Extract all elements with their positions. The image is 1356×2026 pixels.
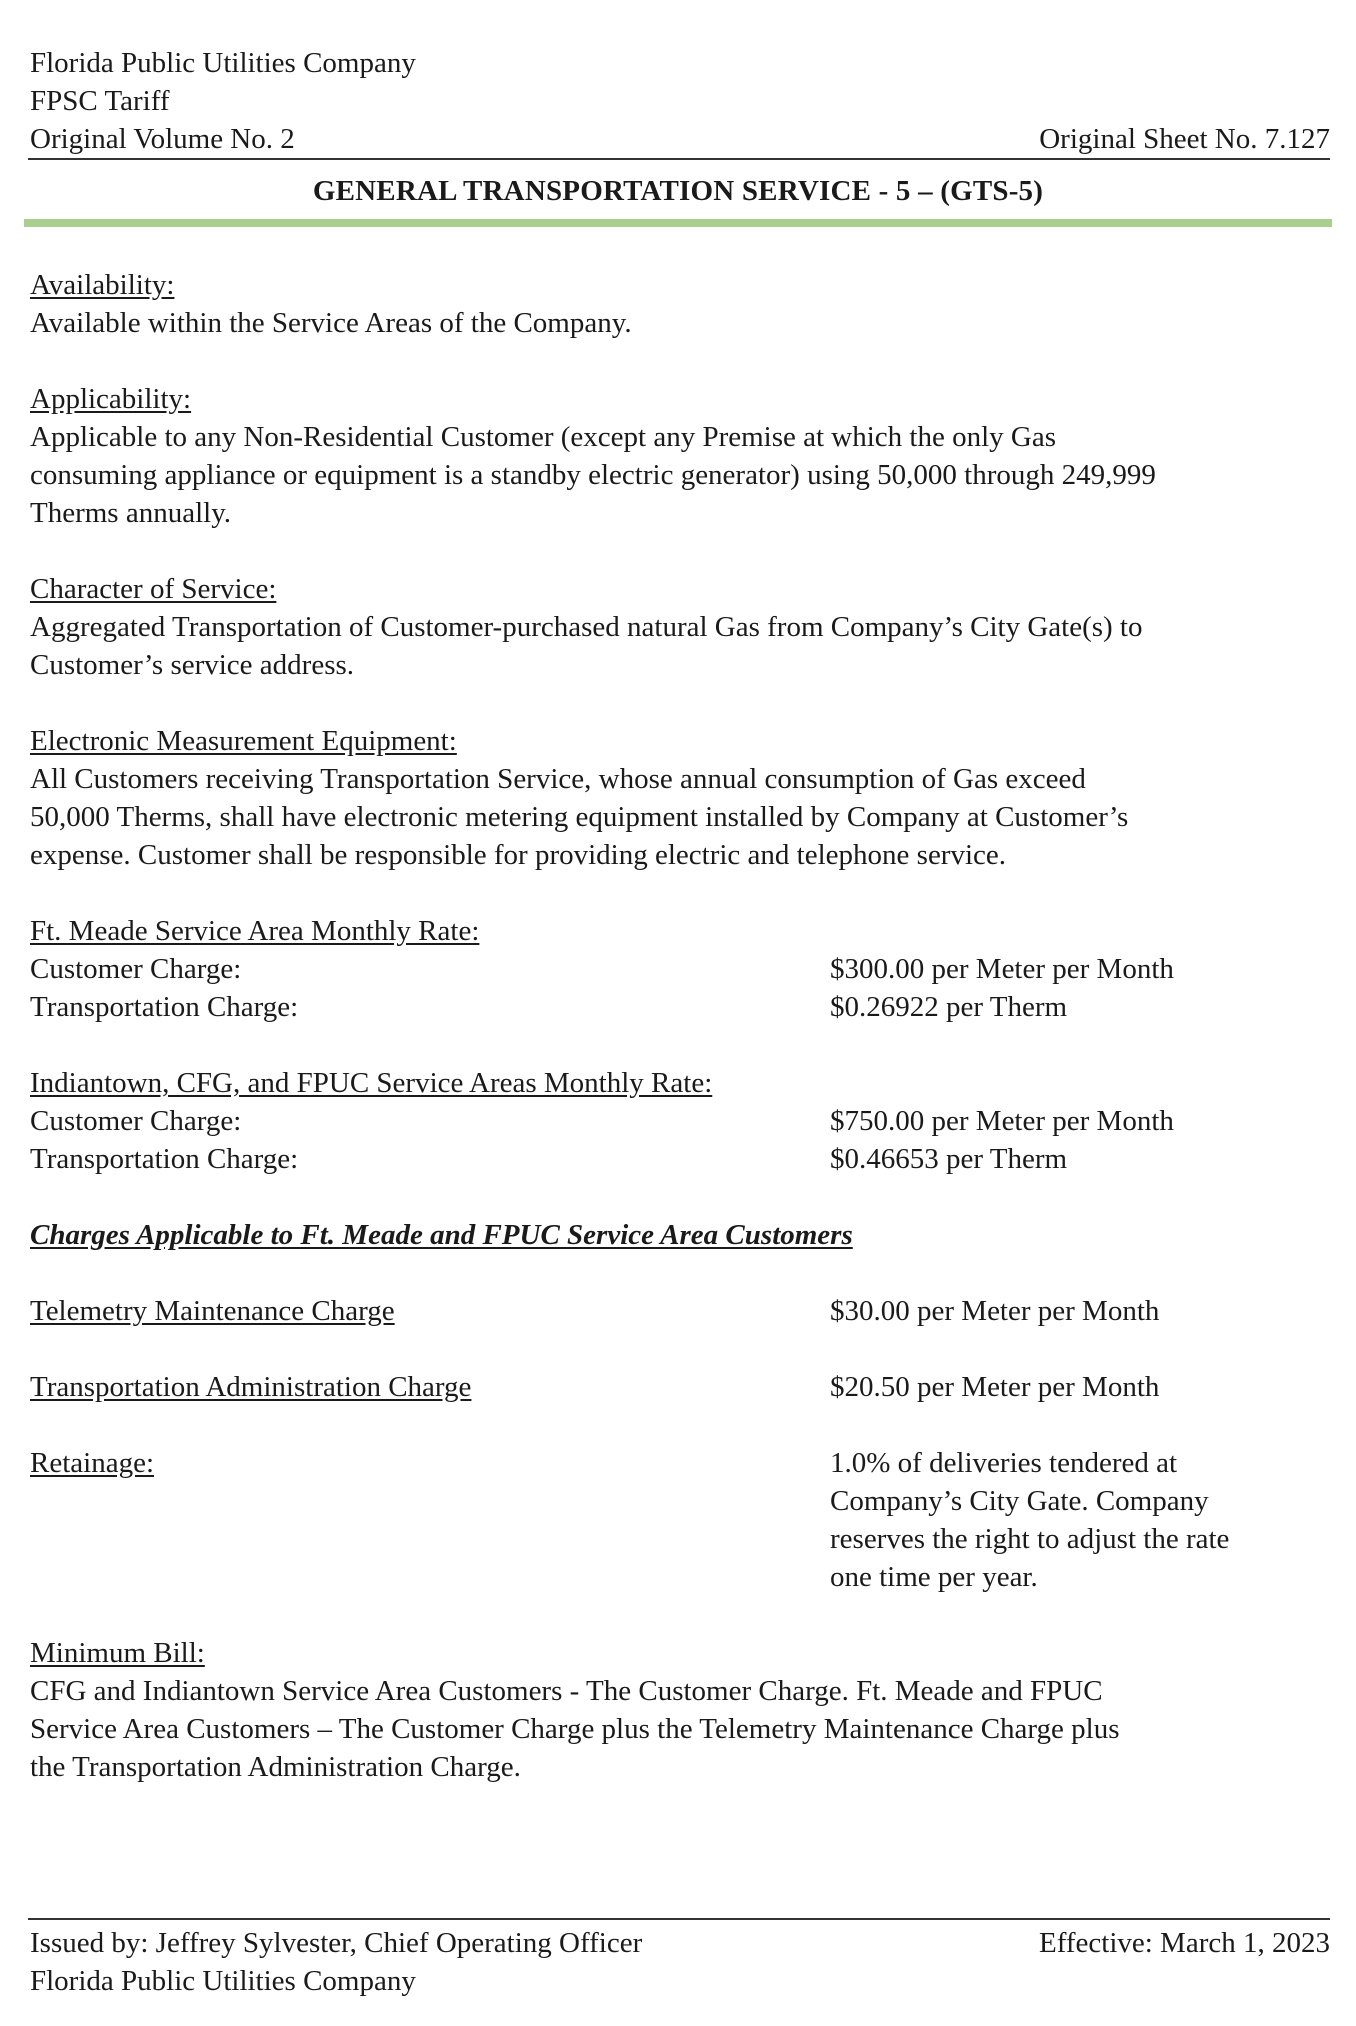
indiantown-transport-charge-row — [30, 1140, 1330, 1178]
indiantown-heading-block — [30, 1064, 1330, 1102]
minimum-bill-line: the Transportation Administration Charge. — [30, 1751, 521, 1783]
telemetry-value: $30.00 per Meter per Month — [830, 1295, 1160, 1327]
measurement-section — [30, 722, 1330, 874]
ftmeade-heading-block — [30, 912, 1330, 950]
minimum-bill-line: Service Area Customers – The Customer Charge plus the Telemetry Maintenance Charge plus — [30, 1713, 1120, 1745]
footer-issued-by: Issued by: Jeffrey Sylvester, Chief Operating Officer — [30, 1927, 643, 1959]
indiantown-transport-label: Transportation Charge: — [30, 1143, 299, 1175]
availability-heading: Availability: — [30, 269, 175, 301]
ftmeade-customer-label: Customer Charge: — [30, 953, 242, 985]
footer-effective-date: Effective: March 1, 2023 — [1039, 1927, 1330, 1959]
indiantown-customer-label: Customer Charge: — [30, 1105, 242, 1137]
ftmeade-transport-label: Transportation Charge: — [30, 991, 299, 1023]
ftmeade-transport-value: $0.26922 per Therm — [830, 991, 1068, 1023]
applicability-line: Applicable to any Non-Residential Customer (except any Premise at which the only Gas — [30, 421, 1057, 453]
applicability-line: Therms annually. — [30, 497, 232, 529]
character-line: Customer’s service address. — [30, 649, 355, 681]
retainage-line: one time per year. — [830, 1561, 1038, 1593]
footer-company: Florida Public Utilities Company — [30, 1965, 416, 1997]
applicability-section — [30, 380, 1330, 532]
minimum-bill-line: CFG and Indiantown Service Area Customers - The Customer Charge. Ft. Meade and FPUC — [30, 1675, 1103, 1707]
measurement-line: All Customers receiving Transportation Service, whose annual consumption of Gas exceed — [30, 763, 1086, 795]
applicability-heading: Applicability: — [30, 383, 192, 415]
telemetry-label: Telemetry Maintenance Charge — [30, 1295, 395, 1327]
telemetry-row — [30, 1292, 1330, 1330]
admin-label: Transportation Administration Charge — [30, 1371, 472, 1403]
character-section — [30, 570, 1330, 684]
measurement-heading: Electronic Measurement Equipment: — [30, 725, 457, 757]
ftmeade-heading: Ft. Meade Service Area Monthly Rate: — [30, 915, 480, 947]
ftmeade-transport-charge-row — [30, 988, 1330, 1026]
retainage-value — [830, 1444, 1310, 1596]
availability-text: Available within the Service Areas of the Company. — [30, 307, 632, 339]
indiantown-customer-value: $750.00 per Meter per Month — [830, 1105, 1174, 1137]
admin-value: $20.50 per Meter per Month — [830, 1371, 1160, 1403]
measurement-line: expense. Customer shall be responsible for providing electric and telephone service. — [30, 839, 1007, 871]
retainage-line: reserves the right to adjust the rate — [830, 1523, 1230, 1555]
ftmeade-customer-value: $300.00 per Meter per Month — [830, 953, 1174, 985]
charges-heading: Charges Applicable to Ft. Meade and FPUC Service Area Customers — [30, 1219, 853, 1251]
minimum-bill-heading: Minimum Bill: — [30, 1637, 205, 1669]
indiantown-transport-value: $0.46653 per Therm — [830, 1143, 1068, 1175]
measurement-line: 50,000 Therms, shall have electronic metering equipment installed by Company at Customer’s — [30, 801, 1129, 833]
minimum-bill-section — [30, 1634, 1330, 1786]
applicability-line: consuming appliance or equipment is a standby electric generator) using 50,000 through 249,999 — [30, 459, 1156, 491]
footer-divider — [28, 1918, 1330, 1920]
header-company: Florida Public Utilities Company — [30, 47, 416, 79]
retainage-label: Retainage: — [30, 1447, 155, 1479]
admin-row — [30, 1368, 1330, 1406]
charges-heading-block — [30, 1216, 1330, 1254]
header-volume: Original Volume No. 2 — [30, 123, 295, 155]
retainage-line: Company’s City Gate. Company — [830, 1485, 1209, 1517]
header-sheet-number: Original Sheet No. 7.127 — [1039, 123, 1330, 155]
title-green-rule — [24, 219, 1332, 227]
character-line: Aggregated Transportation of Customer-purchased natural Gas from Company’s City Gate(s) to — [30, 611, 1143, 643]
indiantown-heading: Indiantown, CFG, and FPUC Service Areas Monthly Rate: — [30, 1067, 713, 1099]
header-divider — [28, 158, 1330, 160]
character-heading: Character of Service: — [30, 573, 277, 605]
indiantown-customer-charge-row — [30, 1102, 1330, 1140]
ftmeade-customer-charge-row — [30, 950, 1330, 988]
availability-section — [30, 266, 1330, 342]
retainage-line: 1.0% of deliveries tendered at — [830, 1447, 1178, 1479]
page-title: GENERAL TRANSPORTATION SERVICE - 5 – (GTS-5) — [312, 175, 1044, 207]
header-tariff: FPSC Tariff — [30, 85, 170, 117]
